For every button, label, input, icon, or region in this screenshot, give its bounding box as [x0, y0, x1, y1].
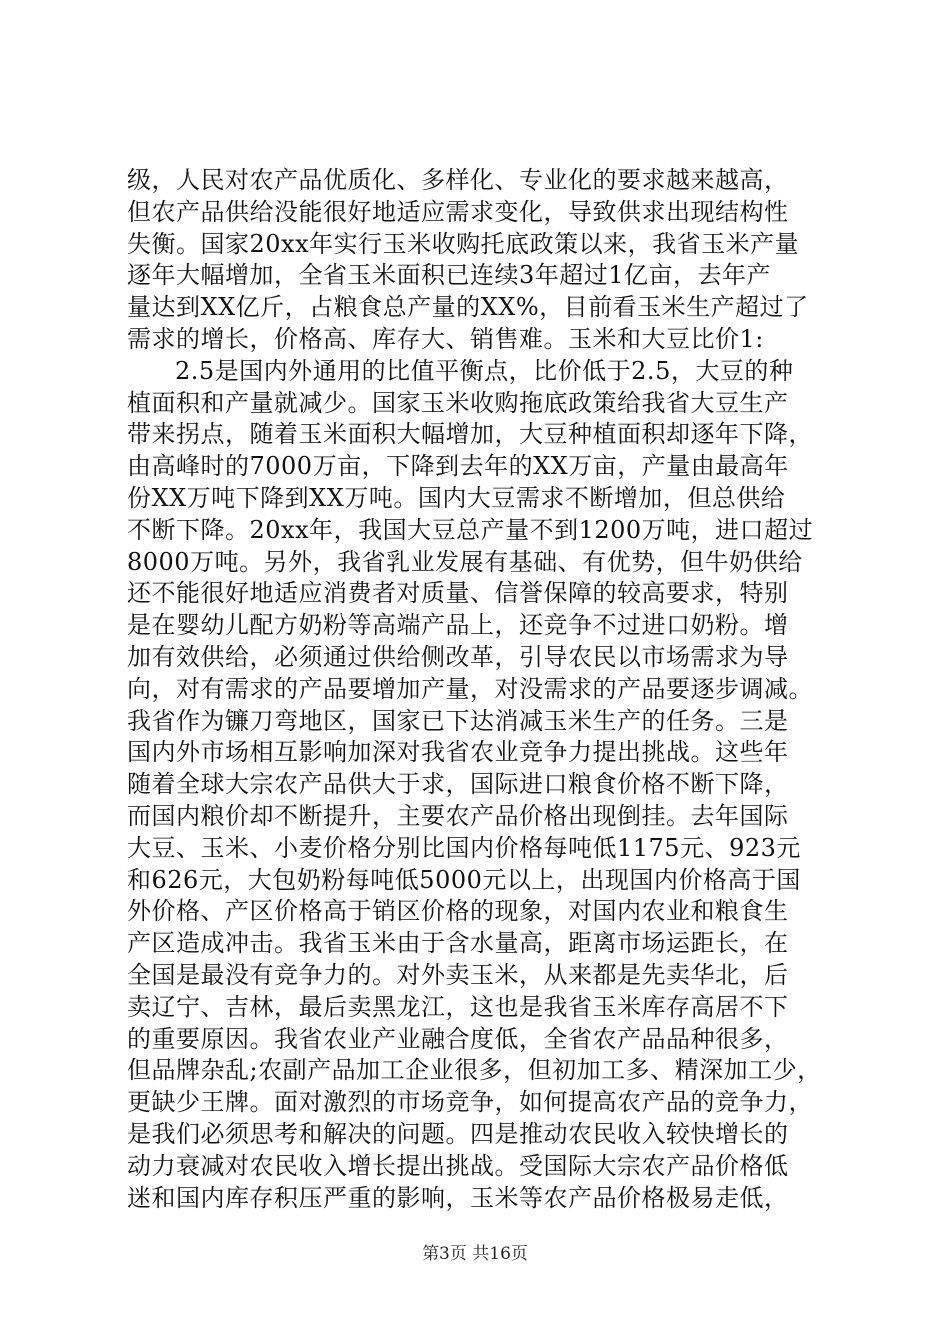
body-text	[127, 165, 857, 1214]
text-line: 植面积和产量就减少。国家玉米收购拖底政策给我省大豆生产	[127, 388, 789, 417]
text-line: 还不能很好地适应消费者对质量、信誉保障的较高要求，特别	[127, 579, 789, 608]
text-line: 国内外市场相互影响加深对我省农业竞争力提出挑战。这些年	[127, 738, 789, 767]
paragraph-start-line: 2.5是国内外通用的比值平衡点，比价低于2.5，大豆的种	[175, 356, 794, 385]
text-line: 我省作为镰刀弯地区，国家已下达消减玉米生产的任务。三是	[127, 706, 789, 735]
text-line: 8000万吨。另外，我省乳业发展有基础、有优势，但牛奶供给	[127, 547, 803, 576]
text-line: 份XX万吨下降到XX万吨。国内大豆需求不断增加，但总供给	[127, 483, 786, 512]
text-line: 产区造成冲击。我省玉米由于含水量高，距离市场运距长，在	[127, 929, 789, 958]
text-line: 逐年大幅增加，全省玉米面积已连续3年超过1亿亩，去年产	[127, 261, 772, 290]
text-line: 量达到XX亿斤，占粮食总产量的XX%，目前看玉米生产超过了	[127, 293, 809, 322]
text-line: 由高峰时的7000万亩，下降到去年的XX万亩，产量由最高年	[127, 452, 789, 481]
text-line: 随着全球大宗农产品供大于求，国际进口粮食价格不断下降，	[127, 770, 789, 799]
text-line: 外价格、产区价格高于销区价格的现象，对国内农业和粮食生	[127, 897, 789, 926]
text-line: 是在婴幼儿配方奶粉等高端产品上，还竞争不过进口奶粉。增	[127, 611, 789, 640]
text-line: 大豆、玉米、小麦价格分别比国内价格每吨低1175元、923元	[127, 833, 801, 862]
text-line: 但农产品供给没能很好地适应需求变化，导致供求出现结构性	[127, 197, 789, 226]
text-line: 不断下降。20xx年，我国大豆总产量不到1200万吨，进口超过	[127, 515, 814, 544]
text-line: 全国是最没有竞争力的。对外卖玉米，从来都是先卖华北，后	[127, 960, 789, 989]
text-line: 迷和国内库存积压严重的影响，玉米等农产品价格极易走低，	[127, 1183, 789, 1212]
text-line: 但品牌杂乱;农副产品加工企业很多，但初加工多、精深加工少，	[127, 1056, 822, 1085]
text-line: 和626元，大包奶粉每吨低5000元以上，出现国内价格高于国	[127, 865, 801, 894]
text-line: 而国内粮价却不断提升，主要农产品价格出现倒挂。去年国际	[127, 801, 789, 830]
text-line: 的重要原因。我省农业产业融合度低，全省农产品品种很多，	[127, 1024, 789, 1053]
text-line: 带来拐点，随着玉米面积大幅增加，大豆种植面积却逐年下降，	[127, 420, 813, 449]
text-line: 更缺少王牌。面对激烈的市场竞争，如何提高农产品的竞争力，	[127, 1088, 813, 1117]
text-line: 加有效供给，必须通过供给侧改革，引导农民以市场需求为导	[127, 642, 789, 671]
text-line: 动力衰减对农民收入增长提出挑战。受国际大宗农产品价格低	[127, 1151, 789, 1180]
text-line: 级，人民对农产品优质化、多样化、专业化的要求越来越高，	[127, 166, 789, 194]
text-line: 向，对有需求的产品要增加产量，对没需求的产品要逐步调减。	[127, 674, 813, 703]
text-line: 是我们必须思考和解决的问题。四是推动农民收入较快增长的	[127, 1119, 789, 1148]
text-line: 卖辽宁、吉林，最后卖黑龙江，这也是我省玉米库存高居不下	[127, 992, 789, 1021]
text-line: 需求的增长，价格高、库存大、销售难。玉米和大豆比价1:	[127, 324, 764, 353]
text-line: 失衡。国家20xx年实行玉米收购托底政策以来，我省玉米产量	[127, 229, 800, 258]
page-number-footer: 第3页 共16页	[422, 1244, 528, 1264]
